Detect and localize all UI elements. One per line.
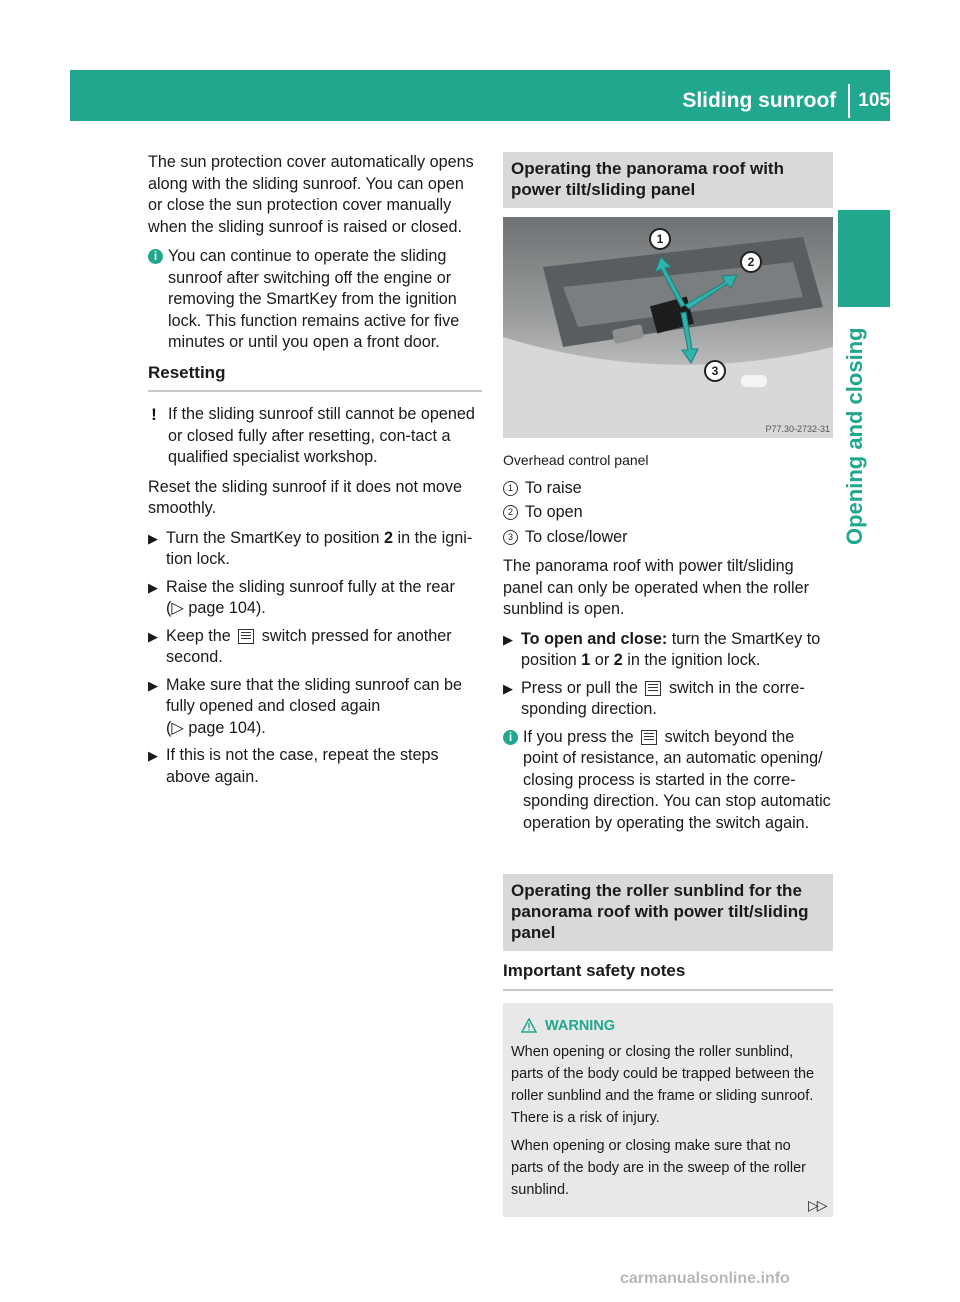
info-note: i You can continue to operate the sliding sunroof after switching off the engine or removing the SmartKey from the ignition lock. This function remains active for five minutes or until you open a front door. (148, 246, 482, 354)
section-heading-sunblind: Operating the roller sunblind for the panorama roof with power tilt/sliding panel (503, 874, 833, 951)
warning-box (503, 1003, 833, 1217)
step-item: ▶ Press or pull the switch in the corre-sponding direction. (503, 678, 805, 718)
step-arrow-icon: ▶ (148, 628, 158, 644)
resetting-heading: Resetting (148, 362, 482, 393)
legend-item: 1 To raise (503, 478, 833, 500)
right-column (503, 152, 833, 1217)
step-item: ▶ If this is not the case, repeat the steps above again. (148, 746, 439, 786)
warning-text: When opening or closing the roller sunblind, parts of the body could be trapped between the roller sunblind and the frame or sliding sunroof. There is a risk of injury. (511, 1043, 815, 1126)
continue-arrow-icon: ▷▷ (808, 1197, 826, 1213)
step-arrow-icon: ▶ (148, 677, 158, 693)
step-arrow-icon: ▶ (148, 579, 158, 595)
step-item: ▶ To open and close: turn the SmartKey to position 1 or 2 in the ignition lock. (503, 629, 821, 669)
step-item: ▶ Turn the SmartKey to position 2 in the igni-tion lock. (148, 528, 473, 568)
header-divider (848, 84, 850, 118)
watermark: carmanualsonline.info (620, 1270, 790, 1287)
legend-item: 3 To close/lower (503, 527, 833, 549)
switch-icon (645, 681, 661, 696)
number-circle-icon: 1 (503, 481, 518, 496)
page-number: 105 (858, 90, 890, 111)
step-item: ▶ Make sure that the sliding sunroof can be fully opened and closed again (▷ page 104). (148, 675, 463, 737)
reset-intro: Reset the sliding sunroof if it does not move smoothly. (148, 477, 463, 517)
callout-1: 1 (656, 232, 664, 246)
legend-item: 2 To open (503, 502, 833, 524)
number-circle-icon: 2 (503, 505, 518, 520)
number-circle-icon: 3 (503, 530, 518, 545)
step-item: ▶ Keep the switch pressed for another second. (148, 626, 452, 666)
switch-icon (641, 730, 657, 745)
caution-note: ! If the sliding sunroof still cannot be opened or closed fully after resetting, con-tact a qualified specialist workshop. (148, 404, 482, 469)
step-arrow-icon: ▶ (503, 680, 513, 696)
page-header (682, 88, 890, 114)
section-heading-panorama: Operating the panorama roof with power tilt/sliding panel (503, 152, 833, 208)
step-arrow-icon: ▶ (148, 748, 158, 763)
image-code: P77.30-2732-31 (765, 424, 830, 434)
step-arrow-icon: ▶ (148, 530, 158, 546)
info-icon: i (148, 249, 163, 264)
exclamation-icon: ! (151, 405, 157, 424)
left-column (148, 152, 482, 794)
chapter-tab (838, 210, 890, 307)
step-item: ▶ Raise the sliding sunroof fully at the rear (▷ page 104). (148, 577, 455, 617)
callout-3: 3 (711, 364, 719, 378)
page-reference[interactable]: (▷ page 104). (166, 718, 266, 737)
warning-text: When opening or closing make sure that no parts of the body are in the sweep of the roller sunblind. (511, 1137, 807, 1198)
warning-heading: WARNING (511, 1015, 823, 1037)
step-arrow-icon: ▶ (503, 631, 513, 647)
image-caption: Overhead control panel (503, 452, 649, 468)
warning-triangle-icon (521, 1018, 537, 1033)
callout-2: 2 (747, 255, 755, 269)
safety-heading: Important safety notes (503, 960, 833, 991)
info-icon: i (503, 730, 518, 745)
intro-paragraph: The sun protection cover automatically opens along with the sliding sunroof. You can open or close the sun protection cover manually when the sliding sunroof is raised or closed. (148, 153, 474, 236)
operate-intro: The panorama roof with power tilt/sliding panel can only be operated when the roller sunblind is open. (503, 557, 809, 618)
section-title: Sliding sunroof (682, 89, 837, 112)
switch-icon (238, 629, 254, 644)
info-note: i If you press the switch beyond the point of resistance, an automatic opening/ closing process is started in the corre-sponding direction. You can stop automatic operation by operating the switch again. (503, 727, 833, 835)
page-reference[interactable]: (▷ page 104). (166, 599, 266, 617)
overhead-control-panel-photo (503, 217, 833, 438)
